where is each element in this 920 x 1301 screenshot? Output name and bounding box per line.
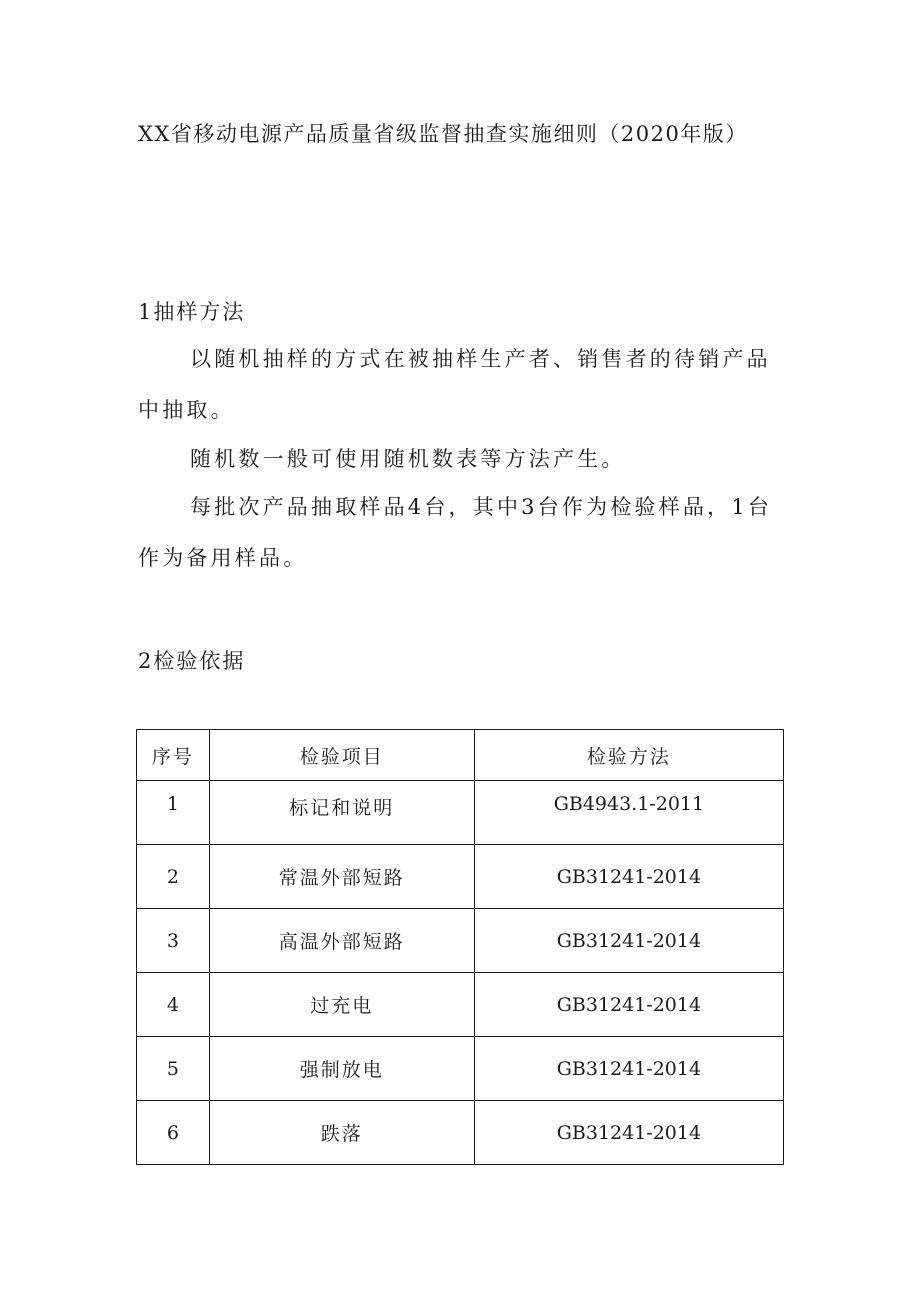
cell-inspection-item: 常温外部短路 — [209, 845, 474, 909]
cell-inspection-method: GB4943.1-2011 — [474, 781, 783, 845]
header-inspection-item: 检验项目 — [209, 730, 474, 781]
table-row — [137, 845, 784, 909]
paragraph-random-number: 随机数一般可使用随机数表等方法产生。 — [190, 447, 626, 471]
cell-inspection-item: 跌落 — [209, 1101, 474, 1165]
table-row — [137, 909, 784, 973]
header-serial-number: 序号 — [137, 730, 210, 781]
cell-inspection-method: GB31241-2014 — [474, 1037, 783, 1101]
table-row — [137, 1101, 784, 1165]
section-heading-sampling-method: 1抽样方法 — [138, 300, 246, 324]
inspection-table — [136, 729, 784, 1165]
cell-serial-number: 4 — [137, 973, 210, 1037]
cell-inspection-item: 高温外部短路 — [209, 909, 474, 973]
table-row — [137, 1037, 784, 1101]
paragraph-sampling-method: 以随机抽样的方式在被抽样生产者、销售者的待销产品中抽取。 — [138, 347, 771, 422]
cell-inspection-method: GB31241-2014 — [474, 909, 783, 973]
cell-serial-number: 2 — [137, 845, 210, 909]
cell-inspection-item: 标记和说明 — [209, 781, 474, 845]
cell-inspection-item: 强制放电 — [209, 1037, 474, 1101]
cell-serial-number: 5 — [137, 1037, 210, 1101]
table-row — [137, 781, 784, 845]
cell-serial-number: 3 — [137, 909, 210, 973]
paragraph-sample-quantity: 每批次产品抽取样品4台，其中3台作为检验样品，1台作为备用样品。 — [138, 495, 773, 570]
cell-serial-number: 1 — [137, 781, 210, 845]
section-heading-inspection-basis: 2检验依据 — [138, 649, 246, 673]
cell-inspection-method: GB31241-2014 — [474, 1101, 783, 1165]
cell-serial-number: 6 — [137, 1101, 210, 1165]
document-title: XX省移动电源产品质量省级监督抽查实施细则（2020年版） — [138, 122, 748, 146]
cell-inspection-item: 过充电 — [209, 973, 474, 1037]
table-row — [137, 973, 784, 1037]
cell-inspection-method: GB31241-2014 — [474, 845, 783, 909]
table-header-row — [137, 730, 784, 781]
header-inspection-method: 检验方法 — [474, 730, 783, 781]
cell-inspection-method: GB31241-2014 — [474, 973, 783, 1037]
